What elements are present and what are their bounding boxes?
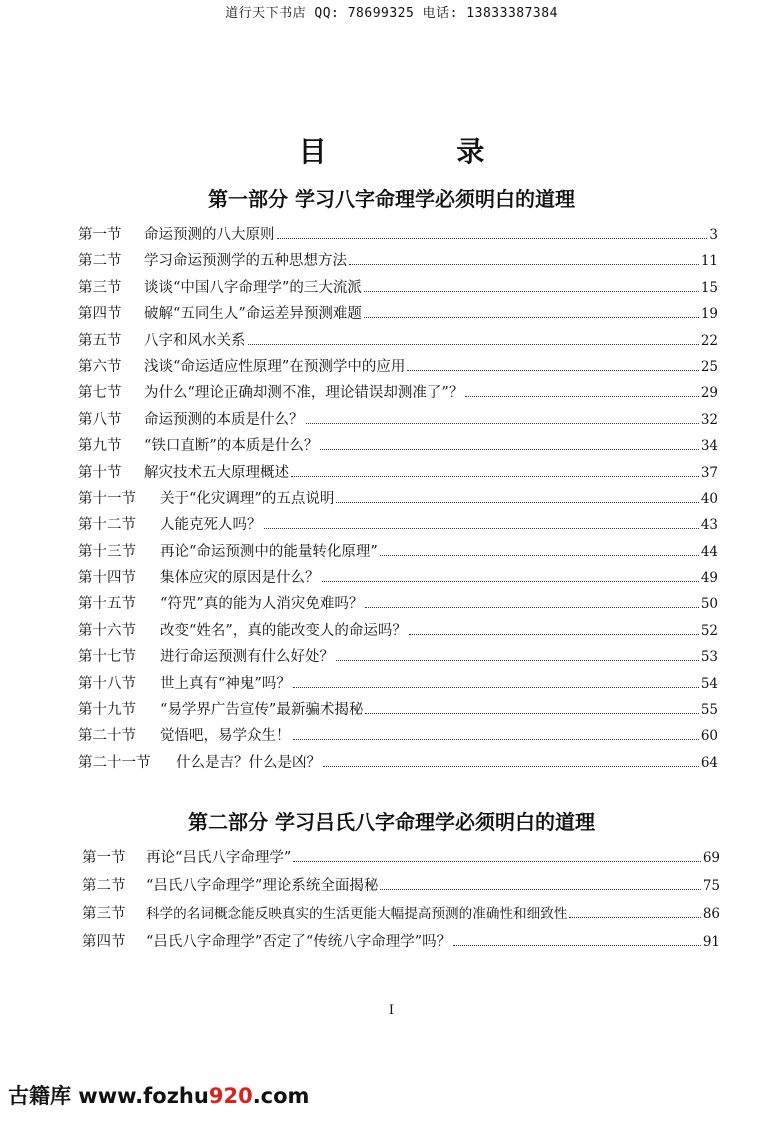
part-one-toc (78, 223, 718, 777)
section-number: 第十八节 (78, 675, 136, 692)
section-title: “易学界广告宣传”最新骗术揭秘 (160, 702, 364, 719)
section-title: 命运预测的八大原则 (144, 227, 275, 243)
page-ref: 3 (709, 227, 718, 243)
section-number: 第二十一节 (78, 754, 151, 771)
part-two-toc (82, 846, 720, 958)
page-ref: 11 (700, 253, 718, 270)
section-title: 命运预测的本质是什么？ (144, 411, 304, 428)
section-number: 第二十节 (78, 728, 136, 745)
section-number: 第十五节 (78, 596, 136, 613)
section-title: 八字和风水关系 (144, 332, 246, 349)
page-ref: 49 (700, 570, 718, 587)
toc-entry[interactable] (78, 672, 718, 698)
section-title: 浅谈“命运适应性原理”在预测学中的应用 (144, 358, 406, 375)
section-number: 第八节 (78, 411, 122, 428)
page-ref: 15 (700, 279, 718, 296)
toc-entry[interactable] (78, 408, 718, 434)
toc-entry[interactable] (78, 355, 718, 381)
section-number: 第一节 (82, 850, 126, 866)
toc-entry[interactable] (78, 619, 718, 645)
section-number: 第二节 (78, 253, 122, 270)
toc-entry[interactable] (78, 592, 718, 618)
leader-dots (336, 491, 698, 503)
leader-dots (336, 649, 699, 661)
page-ref: 55 (700, 702, 718, 719)
page-ref: 69 (702, 850, 720, 866)
watermark-text: 古籍库 www.fozhu (8, 1084, 209, 1108)
leader-dots (248, 333, 699, 345)
toc-entry[interactable] (78, 513, 718, 539)
page-ref: 75 (702, 878, 720, 894)
toc-entry[interactable] (78, 487, 718, 513)
section-number: 第十九节 (78, 702, 136, 719)
section-number: 第二节 (82, 878, 126, 894)
watermark (8, 1080, 309, 1110)
toc-entry[interactable] (78, 698, 718, 724)
toc-entry[interactable] (78, 724, 718, 750)
section-title: 关于“化灾调理”的五点说明 (160, 490, 335, 507)
page-ref: 43 (700, 517, 718, 534)
page-ref: 52 (700, 622, 718, 639)
page-ref: 22 (700, 332, 718, 349)
toc-entry[interactable] (82, 930, 720, 958)
leader-dots (380, 544, 699, 556)
toc-entry[interactable] (78, 223, 718, 249)
leader-dots (320, 438, 698, 450)
section-number: 第三节 (82, 906, 126, 922)
leader-dots (407, 359, 698, 371)
section-number: 第十一节 (78, 490, 136, 507)
toc-entry[interactable] (78, 461, 718, 487)
page-ref: 32 (700, 411, 718, 428)
section-title: 世上真有“神鬼”吗？ (160, 675, 291, 692)
part-one-title: 第一部分 学习八字命理学必须明白的道理 (208, 187, 575, 211)
section-title: “吕氏八字命理学”否定了“传统八字命理学”吗？ (146, 934, 452, 950)
section-title: 为什么“理论正确却测不准，理论错误却测准了”？ (144, 385, 464, 402)
leader-dots (293, 850, 700, 862)
page-ref: 34 (700, 438, 718, 455)
page-ref: 37 (700, 464, 718, 481)
section-number: 第三节 (78, 279, 122, 296)
section-title: 人能克死人吗？ (160, 517, 262, 534)
toc-entry[interactable] (78, 276, 718, 302)
leader-dots (465, 385, 698, 397)
leader-dots (322, 570, 699, 582)
part-two-title: 第二部分 学习吕氏八字命理学必须明白的道理 (188, 810, 595, 834)
section-title: 再论“吕氏八字命理学” (146, 850, 292, 866)
page-ref: 64 (700, 754, 718, 771)
section-number: 第一节 (78, 227, 122, 243)
section-title: 进行命运预测有什么好处？ (160, 649, 334, 666)
leader-dots (380, 878, 700, 890)
section-title: 谈谈“中国八字命理学”的三大流派 (144, 279, 362, 296)
toc-entry[interactable] (78, 329, 718, 355)
section-number: 第十二节 (78, 517, 136, 534)
toc-entry[interactable] (78, 540, 718, 566)
page-ref: 29 (700, 385, 718, 402)
toc-entry[interactable] (82, 846, 720, 874)
leader-dots (365, 597, 698, 609)
section-number: 第十节 (78, 464, 122, 481)
page-ref: 40 (700, 490, 718, 507)
page-ref: 91 (702, 934, 720, 950)
section-title: 觉悟吧，易学众生！ (160, 728, 291, 745)
leader-dots (364, 280, 699, 292)
section-title: 改变“姓名”，真的能改变人的命运吗？ (160, 622, 407, 639)
toc-entry[interactable] (78, 751, 718, 777)
section-number: 第四节 (78, 306, 122, 323)
toc-title: 目 录 (298, 135, 545, 168)
leader-dots (409, 623, 699, 635)
page-ref: 60 (700, 728, 718, 745)
leader-dots (264, 517, 699, 529)
section-title: 集体应灾的原因是什么？ (160, 570, 320, 587)
leader-dots (453, 934, 701, 946)
section-number: 第十四节 (78, 570, 136, 587)
leader-dots (349, 254, 699, 266)
watermark-suffix: .com (252, 1084, 310, 1108)
section-title: 再论“命运预测中的能量转化原理” (160, 543, 378, 560)
toc-entry[interactable] (78, 249, 718, 275)
toc-entry[interactable] (78, 302, 718, 328)
section-title: 什么是吉？什么是凶？ (176, 754, 321, 771)
section-title: “吕氏八字命理学”理论系统全面揭秘 (146, 878, 379, 894)
page-header: 道行天下书店 QQ: 78699325 电话: 13833387384 (225, 6, 558, 21)
toc-entry[interactable] (78, 566, 718, 592)
leader-dots (364, 306, 699, 318)
page-ref: 53 (700, 649, 718, 666)
toc-entry[interactable] (82, 902, 720, 930)
section-number: 第十三节 (78, 543, 136, 560)
toc-entry[interactable] (78, 434, 718, 460)
page-ref: 44 (700, 543, 718, 560)
section-title: 学习命运预测学的五种思想方法 (144, 253, 347, 270)
section-title: 科学的名词概念能反映真实的生活更能大幅提高预测的准确性和细致性 (146, 906, 568, 922)
page-ref: 50 (700, 596, 718, 613)
toc-entry[interactable] (78, 645, 718, 671)
leader-dots (293, 729, 699, 741)
toc-entry[interactable] (82, 874, 720, 902)
page-ref: 25 (700, 358, 718, 375)
toc-entry[interactable] (78, 381, 718, 407)
leader-dots (277, 227, 708, 239)
section-number: 第十六节 (78, 622, 136, 639)
page-ref: 19 (700, 306, 718, 323)
page-number: I (388, 1003, 395, 1018)
section-number: 第四节 (82, 934, 126, 950)
section-title: 破解“五同生人”命运差异预测难题 (144, 306, 362, 323)
watermark-number: 920 (208, 1084, 253, 1108)
section-title: “符咒”真的能为人消灾免难吗？ (160, 596, 364, 613)
section-number: 第七节 (78, 385, 122, 402)
leader-dots (323, 755, 699, 767)
leader-dots (306, 412, 699, 424)
section-title: “铁口直断”的本质是什么？ (144, 438, 319, 455)
page-ref: 54 (700, 675, 718, 692)
page-ref: 86 (702, 906, 720, 922)
leader-dots (569, 906, 700, 918)
leader-dots (293, 676, 699, 688)
section-title: 解灾技术五大原理概述 (144, 464, 289, 481)
leader-dots (365, 702, 698, 714)
section-number: 第十七节 (78, 649, 136, 666)
section-number: 第九节 (78, 438, 122, 455)
leader-dots (291, 465, 699, 477)
section-number: 第六节 (78, 358, 122, 375)
section-number: 第五节 (78, 332, 122, 349)
